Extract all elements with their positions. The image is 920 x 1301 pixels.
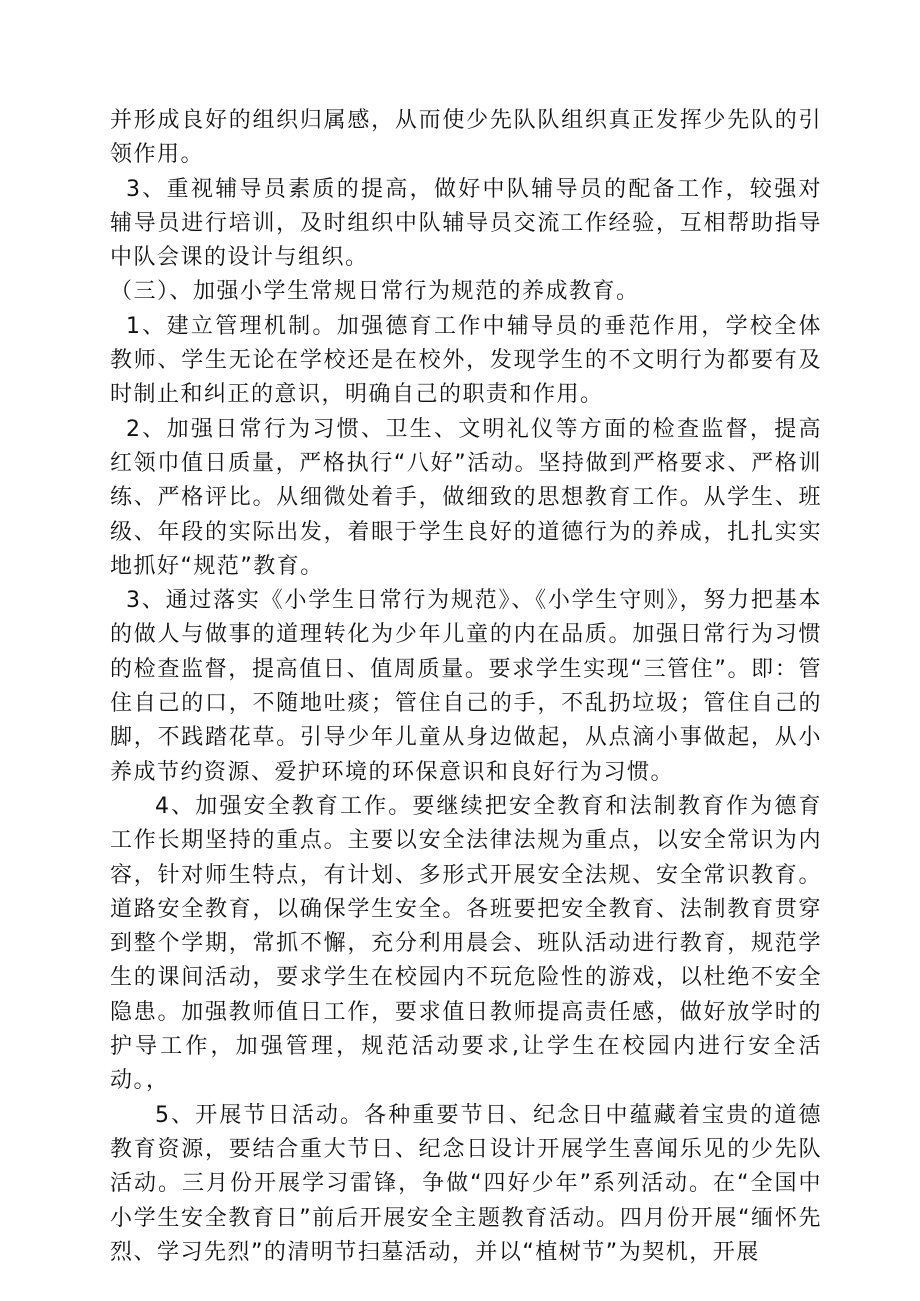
section-heading-3: （三）、加强小学生常规日常行为规范的养成教育。 xyxy=(110,279,640,305)
paragraph-item-4-safety: 4、加强安全教育工作。要继续把安全教育和法制教育作为德育工作长期坚持的重点。主要以安全法律法规为重点，以安全常识为内容，针对师生特点，有计划、多形式开展安全法规、安全常识教育。道路安全教育，以确保学生安全。各班要把安全教育、法制教育贯穿到整个学期，常抓不懈，充分利用晨会、班队活动进行教育，规范学生的课间活动，要求学生在校园内不玩危险性的游戏，以杜绝不安全隐患。加强教师值日工作，要求值日教师提高责任感，做好放学时的护导工作，加强管理，规范活动要求,让学生在校园内进行安全活动。， xyxy=(110,793,822,1094)
document-body xyxy=(110,104,822,1270)
paragraph-item-1-mechanism: 1、建立管理机制。加强德育工作中辅导员的垂范作用，学校全体教师、学生无论在学校还是在校外，发现学生的不文明行为都要有及时制止和纠正的意识，明确自己的职责和作用。 xyxy=(110,313,822,408)
paragraph-item-2-daily-behavior: 2、加强日常行为习惯、卫生、文明礼仪等方面的检查监督，提高红领巾值日质量，严格执行“八好”活动。坚持做到严格要求、严格训练、严格评比。从细微处着手，做细致的思想教育工作。从学生、班级、年段的实际出发，着眼于学生良好的道德行为的养成，扎扎实实地抓好“规范”教育。 xyxy=(110,416,822,579)
paragraph-continuation: 并形成良好的组织归属感，从而使少先队队组织真正发挥少先队的引领作用。 xyxy=(110,108,822,168)
paragraph-item-3-counselor: 3、重视辅导员素质的提高，做好中队辅导员的配备工作，较强对辅导员进行培训，及时组织中队辅导员交流工作经验，互相帮助指导中队会课的设计与组织。 xyxy=(110,176,822,271)
paragraph-item-5-festivals: 5、开展节日活动。各种重要节日、纪念日中蕴藏着宝贵的道德教育资源，要结合重大节日、纪念日设计开展学生喜闻乐见的少先队活动。三月份开展学习雷锋，争做“四好少年”系列活动。在“全国中小学生安全教育日”前后开展安全主题教育活动。四月份开展“缅怀先烈、学习先烈”的清明节扫墓活动，并以“植树节”为契机，开展 xyxy=(110,1102,822,1265)
paragraph-item-3-norms: 3、通过落实《小学生日常行为规范》、《小学生守则》，努力把基本的做人与做事的道理转化为少年儿童的内在品质。加强日常行为习惯的检查监督，提高值日、值周质量。要求学生实现“三管住”。即：管住自己的口，不随地吐痰；管住自己的手，不乱扔垃圾；管住自己的脚，不践踏花草。引导少年儿童从身边做起，从点滴小事做起，从小养成节约资源、爱护环境的环保意识和良好行为习惯。 xyxy=(110,588,822,785)
